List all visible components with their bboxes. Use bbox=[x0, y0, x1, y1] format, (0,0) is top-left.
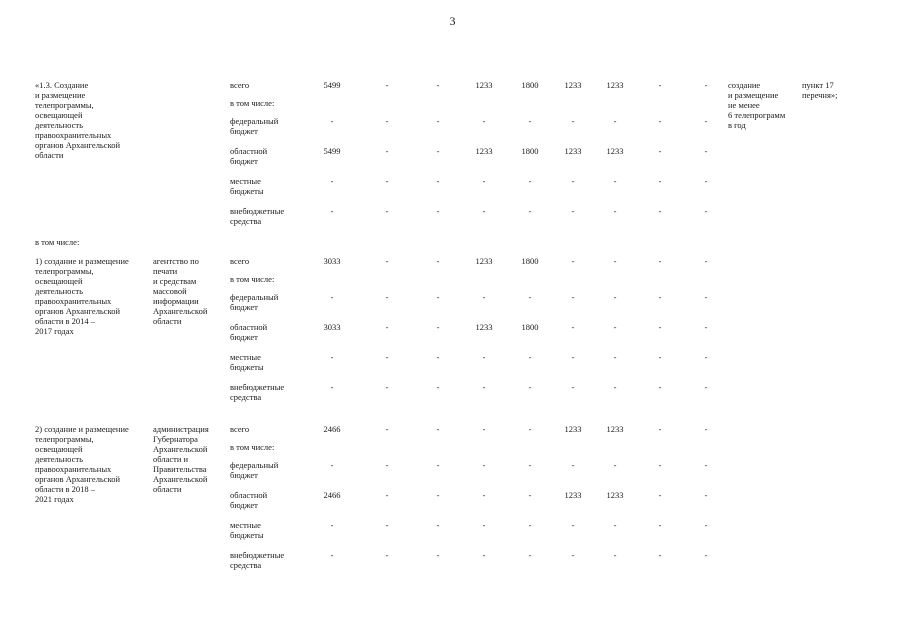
value-regional-col6: 1233 bbox=[564, 490, 582, 500]
value-federal-col3: - bbox=[436, 292, 440, 302]
value-federal-col5: - bbox=[528, 460, 532, 470]
source-federal-label-line: федеральный bbox=[230, 460, 279, 470]
executor bbox=[153, 424, 209, 494]
value-total-col1: 5499 bbox=[323, 80, 341, 90]
executor-line: администрация bbox=[153, 424, 209, 434]
value-total-col4: 1233 bbox=[475, 80, 493, 90]
source-local-label-line: местные bbox=[230, 520, 261, 530]
measure-name-line: 2021 годах bbox=[35, 494, 74, 504]
value-federal-col4: - bbox=[482, 116, 486, 126]
value-regional-col3: - bbox=[436, 146, 440, 156]
source-regional-label bbox=[230, 490, 267, 510]
executor-line: и средствам bbox=[153, 276, 197, 286]
value-regional-col4: 1233 bbox=[475, 322, 493, 332]
source-federal-label bbox=[230, 460, 278, 480]
measure-name bbox=[35, 80, 120, 160]
value-extra-col8: - bbox=[658, 550, 662, 560]
value-total-col9: - bbox=[704, 424, 708, 434]
source-extra-label-line: средства bbox=[230, 560, 262, 570]
executor-line: Губернатора bbox=[153, 434, 198, 444]
value-local-col5: - bbox=[528, 176, 532, 186]
executor-line: области bbox=[153, 484, 182, 494]
measure-name-line: области в 2018 – bbox=[35, 484, 96, 494]
value-federal-col8: - bbox=[658, 460, 662, 470]
value-regional-col9: - bbox=[704, 490, 708, 500]
value-federal-col7: - bbox=[613, 292, 617, 302]
value-regional-col2: - bbox=[385, 146, 389, 156]
measure-name-line: и размещение bbox=[35, 90, 86, 100]
value-regional-col5: 1800 bbox=[521, 322, 539, 332]
value-regional-col6: - bbox=[571, 322, 575, 332]
value-federal-col2: - bbox=[385, 460, 389, 470]
value-federal-col7: - bbox=[613, 460, 617, 470]
value-local-col6: - bbox=[571, 520, 575, 530]
source-extra-label-line: средства bbox=[230, 392, 262, 402]
measure-name-line: телепрограммы, bbox=[35, 434, 94, 444]
value-extra-col6: - bbox=[571, 550, 575, 560]
value-extra-col3: - bbox=[436, 550, 440, 560]
source-extra-label-line: внебюджетные bbox=[230, 550, 285, 560]
executor-line: Архангельской bbox=[153, 444, 208, 454]
value-regional-col9: - bbox=[704, 146, 708, 156]
source-extra-label-line: средства bbox=[230, 216, 262, 226]
measure-name-line: органов Архангельской bbox=[35, 306, 121, 316]
value-regional-col3: - bbox=[436, 490, 440, 500]
value-total-col4: - bbox=[482, 424, 486, 434]
measure-name-line: «1.3. Создание bbox=[35, 80, 89, 90]
measure-name-line: освещающей bbox=[35, 444, 83, 454]
value-local-col4: - bbox=[482, 520, 486, 530]
source-extra-label bbox=[230, 382, 284, 402]
value-local-col5: - bbox=[528, 352, 532, 362]
value-federal-col9: - bbox=[704, 116, 708, 126]
measure-name-line: области bbox=[35, 150, 64, 160]
value-regional-col8: - bbox=[658, 490, 662, 500]
value-regional-col7: 1233 bbox=[606, 490, 624, 500]
value-regional-col3: - bbox=[436, 322, 440, 332]
source-local-label bbox=[230, 176, 264, 196]
value-extra-col7: - bbox=[613, 550, 617, 560]
value-local-col3: - bbox=[436, 520, 440, 530]
value-local-col2: - bbox=[385, 520, 389, 530]
source-regional-label-line: бюджет bbox=[230, 500, 258, 510]
measure-name-line: 2) создание и размещение bbox=[35, 424, 129, 434]
value-extra-col8: - bbox=[658, 382, 662, 392]
value-regional-col5: 1800 bbox=[521, 146, 539, 156]
value-local-col3: - bbox=[436, 352, 440, 362]
value-total-col7: 1233 bbox=[606, 424, 624, 434]
value-federal-col2: - bbox=[385, 292, 389, 302]
source-extra-label bbox=[230, 206, 284, 226]
executor-line: Правительства bbox=[153, 464, 207, 474]
value-local-col8: - bbox=[658, 352, 662, 362]
value-extra-col9: - bbox=[704, 550, 708, 560]
measure-name bbox=[35, 424, 129, 504]
value-regional-col8: - bbox=[658, 146, 662, 156]
value-total-col3: - bbox=[436, 424, 440, 434]
source-total-label: всего bbox=[230, 424, 250, 434]
value-regional-col8: - bbox=[658, 322, 662, 332]
value-extra-col7: - bbox=[613, 206, 617, 216]
value-local-col3: - bbox=[436, 176, 440, 186]
value-local-col1: - bbox=[330, 520, 334, 530]
list-reference bbox=[802, 80, 837, 100]
value-federal-col9: - bbox=[704, 460, 708, 470]
executor-line: информации bbox=[153, 296, 199, 306]
measure-name bbox=[35, 256, 129, 336]
measure-name-line: 1) создание и размещение bbox=[35, 256, 129, 266]
measure-name-line: правоохранительных bbox=[35, 464, 112, 474]
source-federal-label bbox=[230, 292, 278, 312]
source-regional-label-line: областной bbox=[230, 322, 268, 332]
value-federal-col9: - bbox=[704, 292, 708, 302]
value-extra-col3: - bbox=[436, 206, 440, 216]
value-extra-col1: - bbox=[330, 206, 334, 216]
expected-result-line: не менее bbox=[728, 100, 760, 110]
executor-line: печати bbox=[153, 266, 178, 276]
source-local-label-line: бюджеты bbox=[230, 530, 264, 540]
measure-name-line: освещающей bbox=[35, 110, 83, 120]
source-total-label: всего bbox=[230, 80, 250, 90]
source-regional-label bbox=[230, 322, 267, 342]
value-local-col1: - bbox=[330, 176, 334, 186]
source-local-label-line: бюджеты bbox=[230, 186, 264, 196]
value-local-col2: - bbox=[385, 176, 389, 186]
value-federal-col1: - bbox=[330, 292, 334, 302]
value-extra-col6: - bbox=[571, 206, 575, 216]
value-federal-col6: - bbox=[571, 116, 575, 126]
value-regional-col9: - bbox=[704, 322, 708, 332]
value-local-col8: - bbox=[658, 176, 662, 186]
value-local-col1: - bbox=[330, 352, 334, 362]
expected-result bbox=[728, 80, 785, 130]
source-local-label bbox=[230, 352, 264, 372]
value-extra-col8: - bbox=[658, 206, 662, 216]
expected-result-line: и размещение bbox=[728, 90, 779, 100]
value-regional-col7: - bbox=[613, 322, 617, 332]
measure-name-line: телепрограммы, bbox=[35, 100, 94, 110]
measure-name-line: телепрограммы, bbox=[35, 266, 94, 276]
measure-name-line: освещающей bbox=[35, 276, 83, 286]
value-federal-col2: - bbox=[385, 116, 389, 126]
measure-name-line: правоохранительных bbox=[35, 296, 112, 306]
value-total-col6: - bbox=[571, 256, 575, 266]
value-regional-col4: - bbox=[482, 490, 486, 500]
value-total-col5: 1800 bbox=[521, 256, 539, 266]
expected-result-line: 6 телепрограмм bbox=[728, 110, 786, 120]
value-extra-col5: - bbox=[528, 550, 532, 560]
source-extra-label-line: внебюджетные bbox=[230, 206, 285, 216]
measure-name-line: правоохранительных bbox=[35, 130, 112, 140]
value-local-col9: - bbox=[704, 352, 708, 362]
value-federal-col6: - bbox=[571, 460, 575, 470]
value-extra-col3: - bbox=[436, 382, 440, 392]
value-federal-col6: - bbox=[571, 292, 575, 302]
value-total-col3: - bbox=[436, 256, 440, 266]
value-regional-col7: 1233 bbox=[606, 146, 624, 156]
value-federal-col5: - bbox=[528, 292, 532, 302]
source-regional-label-line: областной bbox=[230, 146, 268, 156]
value-extra-col5: - bbox=[528, 382, 532, 392]
source-extra-label-line: внебюджетные bbox=[230, 382, 285, 392]
value-total-col2: - bbox=[385, 80, 389, 90]
value-total-col6: 1233 bbox=[564, 80, 582, 90]
value-regional-col4: 1233 bbox=[475, 146, 493, 156]
value-extra-col9: - bbox=[704, 206, 708, 216]
value-total-col5: - bbox=[528, 424, 532, 434]
value-federal-col8: - bbox=[658, 292, 662, 302]
list-reference-line: перечня»; bbox=[802, 90, 838, 100]
source-federal-label bbox=[230, 116, 278, 136]
value-federal-col8: - bbox=[658, 116, 662, 126]
value-extra-col2: - bbox=[385, 206, 389, 216]
source-federal-label-line: федеральный bbox=[230, 292, 279, 302]
value-local-col4: - bbox=[482, 176, 486, 186]
source-including-label: в том числе: bbox=[230, 442, 275, 452]
executor-line: области и bbox=[153, 454, 189, 464]
value-extra-col2: - bbox=[385, 382, 389, 392]
value-total-col3: - bbox=[436, 80, 440, 90]
value-federal-col4: - bbox=[482, 292, 486, 302]
value-local-col8: - bbox=[658, 520, 662, 530]
value-regional-col1: 3033 bbox=[323, 322, 341, 332]
executor-line: агентство по bbox=[153, 256, 199, 266]
value-local-col6: - bbox=[571, 352, 575, 362]
source-total-label: всего bbox=[230, 256, 250, 266]
value-total-col4: 1233 bbox=[475, 256, 493, 266]
source-local-label bbox=[230, 520, 264, 540]
value-total-col5: 1800 bbox=[521, 80, 539, 90]
value-local-col6: - bbox=[571, 176, 575, 186]
value-total-col8: - bbox=[658, 256, 662, 266]
measure-name-line: деятельность bbox=[35, 120, 83, 130]
value-regional-col1: 5499 bbox=[323, 146, 341, 156]
value-total-col8: - bbox=[658, 424, 662, 434]
measure-name-line: области в 2014 – bbox=[35, 316, 96, 326]
value-extra-col9: - bbox=[704, 382, 708, 392]
value-total-col7: - bbox=[613, 256, 617, 266]
value-local-col7: - bbox=[613, 176, 617, 186]
measure-name-line: 2017 годах bbox=[35, 326, 74, 336]
value-local-col5: - bbox=[528, 520, 532, 530]
measure-name-line: органов Архангельской bbox=[35, 140, 121, 150]
value-extra-col4: - bbox=[482, 206, 486, 216]
value-extra-col7: - bbox=[613, 382, 617, 392]
value-local-col9: - bbox=[704, 520, 708, 530]
value-local-col9: - bbox=[704, 176, 708, 186]
value-total-col7: 1233 bbox=[606, 80, 624, 90]
value-extra-col4: - bbox=[482, 382, 486, 392]
measure-name-line: деятельность bbox=[35, 286, 83, 296]
value-regional-col2: - bbox=[385, 490, 389, 500]
source-regional-label bbox=[230, 146, 267, 166]
value-local-col2: - bbox=[385, 352, 389, 362]
value-federal-col1: - bbox=[330, 116, 334, 126]
source-regional-label-line: бюджет bbox=[230, 156, 258, 166]
page-number: 3 bbox=[449, 14, 456, 28]
value-local-col7: - bbox=[613, 520, 617, 530]
list-reference-line: пункт 17 bbox=[802, 80, 834, 90]
source-local-label-line: бюджеты bbox=[230, 362, 264, 372]
value-regional-col5: - bbox=[528, 490, 532, 500]
source-regional-label-line: областной bbox=[230, 490, 268, 500]
value-regional-col2: - bbox=[385, 322, 389, 332]
value-federal-col5: - bbox=[528, 116, 532, 126]
value-total-col1: 3033 bbox=[323, 256, 341, 266]
value-total-col8: - bbox=[658, 80, 662, 90]
value-total-col2: - bbox=[385, 256, 389, 266]
value-total-col9: - bbox=[704, 80, 708, 90]
source-local-label-line: местные bbox=[230, 176, 261, 186]
executor-line: Архангельской bbox=[153, 474, 208, 484]
value-local-col4: - bbox=[482, 352, 486, 362]
value-extra-col2: - bbox=[385, 550, 389, 560]
executor-line: области bbox=[153, 316, 182, 326]
value-local-col7: - bbox=[613, 352, 617, 362]
source-including-label: в том числе: bbox=[230, 98, 275, 108]
value-extra-col1: - bbox=[330, 550, 334, 560]
expected-result-line: создание bbox=[728, 80, 761, 90]
value-total-col1: 2466 bbox=[323, 424, 341, 434]
value-federal-col7: - bbox=[613, 116, 617, 126]
executor-line: Архангельской bbox=[153, 306, 208, 316]
source-federal-label-line: бюджет bbox=[230, 470, 258, 480]
value-extra-col4: - bbox=[482, 550, 486, 560]
source-extra-label bbox=[230, 550, 284, 570]
source-including-label: в том числе: bbox=[230, 274, 275, 284]
value-federal-col3: - bbox=[436, 116, 440, 126]
executor-line: массовой bbox=[153, 286, 187, 296]
value-regional-col6: 1233 bbox=[564, 146, 582, 156]
value-extra-col1: - bbox=[330, 382, 334, 392]
source-federal-label-line: бюджет bbox=[230, 302, 258, 312]
value-extra-col6: - bbox=[571, 382, 575, 392]
value-total-col9: - bbox=[704, 256, 708, 266]
value-regional-col1: 2466 bbox=[323, 490, 341, 500]
measure-name-line: деятельность bbox=[35, 454, 83, 464]
value-total-col2: - bbox=[385, 424, 389, 434]
value-extra-col5: - bbox=[528, 206, 532, 216]
expected-result-line: в год bbox=[728, 120, 746, 130]
value-total-col6: 1233 bbox=[564, 424, 582, 434]
executor bbox=[153, 256, 207, 326]
value-federal-col4: - bbox=[482, 460, 486, 470]
including-note: в том числе: bbox=[35, 237, 80, 247]
source-regional-label-line: бюджет bbox=[230, 332, 258, 342]
value-federal-col3: - bbox=[436, 460, 440, 470]
source-federal-label-line: федеральный bbox=[230, 116, 279, 126]
measure-name-line: органов Архангельской bbox=[35, 474, 121, 484]
source-local-label-line: местные bbox=[230, 352, 261, 362]
value-federal-col1: - bbox=[330, 460, 334, 470]
source-federal-label-line: бюджет bbox=[230, 126, 258, 136]
